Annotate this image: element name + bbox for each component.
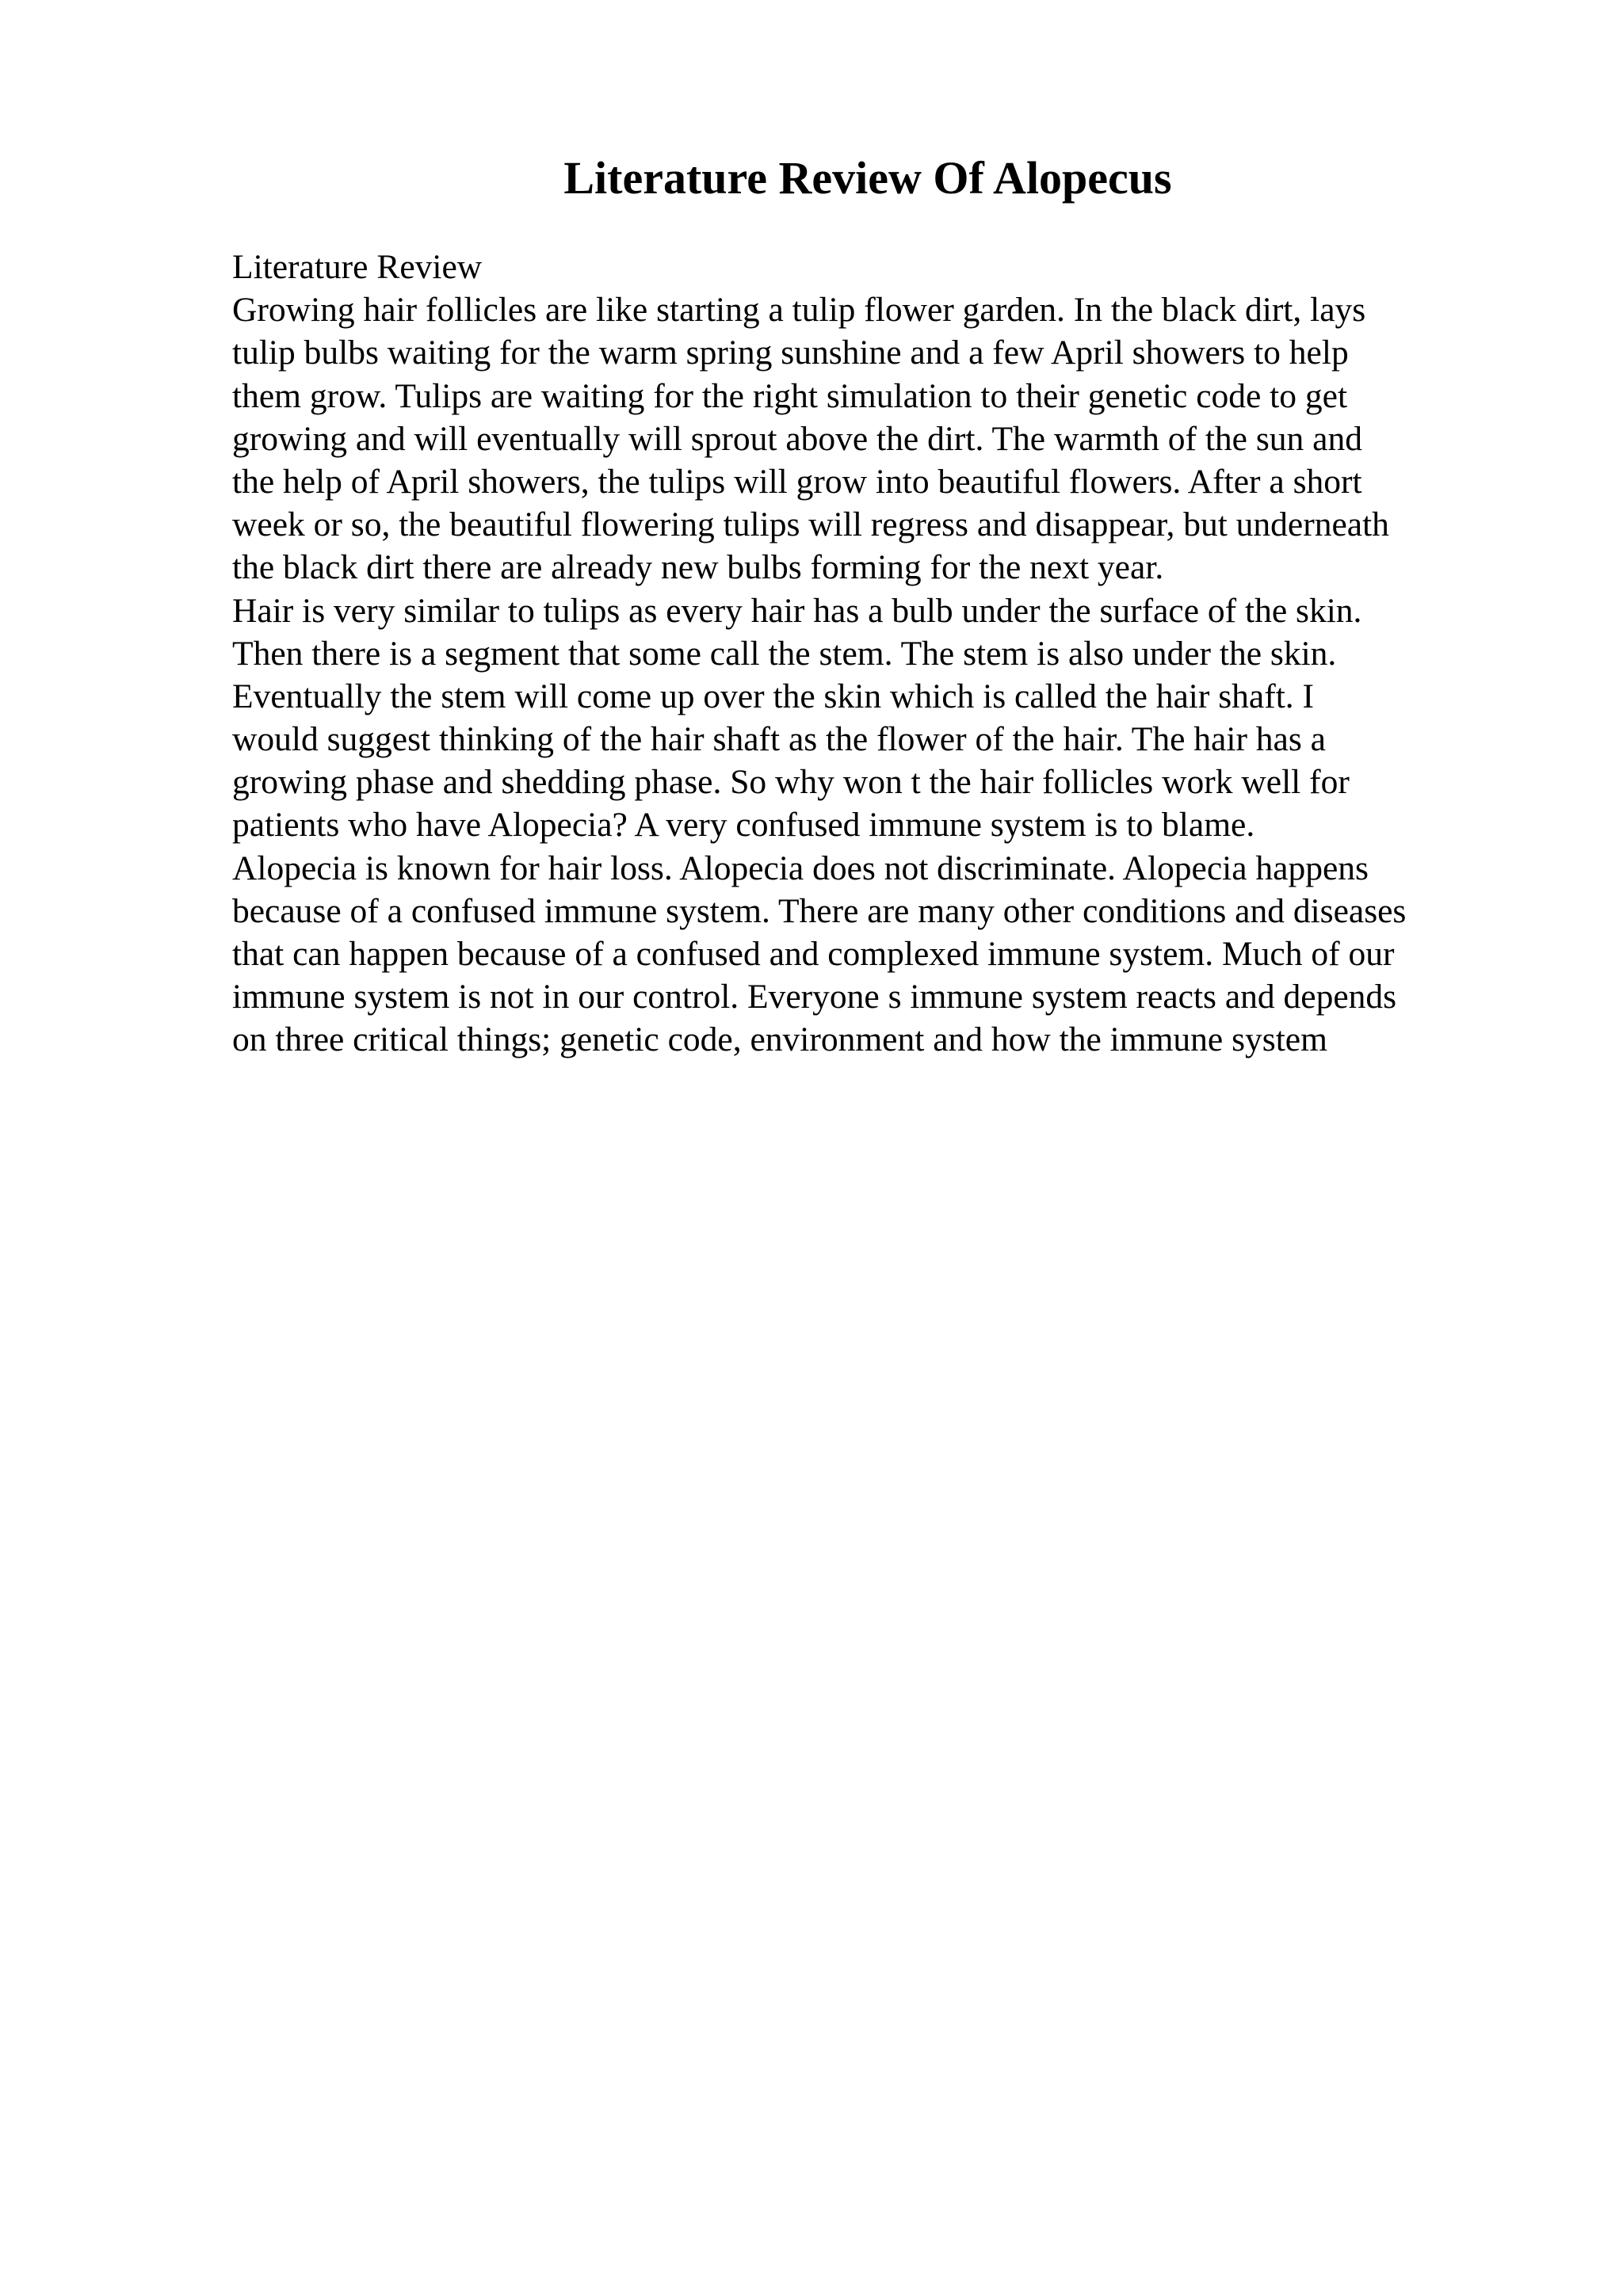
body-line: tulip bulbs waiting for the warm spring sunshine and a few April showers to help (232, 334, 1349, 372)
body-line: patients who have Alopecia? A very confused immune system is to blame. (232, 806, 1255, 845)
body-line: Eventually the stem will come up over the skin which is called the hair shaft. I (232, 677, 1315, 715)
body-line: the help of April showers, the tulips will grow into beautiful flowers. After a short (232, 462, 1362, 501)
body-line: Alopecia is known for hair loss. Alopecia does not discriminate. Alopecia happens (232, 849, 1369, 887)
body-line: that can happen because of a confused and complexed immune system. Much of our (232, 935, 1395, 973)
body-line-heading: Literature Review (232, 248, 483, 286)
body-line: growing phase and shedding phase. So why won t the hair follicles work well for (232, 763, 1350, 802)
body-line: growing and will eventually will sprout above the dirt. The warmth of the sun and (232, 419, 1362, 458)
body-line: on three critical things; genetic code, environment and how the immune system (232, 1020, 1327, 1059)
body-line: would suggest thinking of the hair shaft as the flower of the hair. The hair has a (232, 720, 1326, 759)
document-body (232, 246, 1579, 1062)
body-line: immune system is not in our control. Everyone s immune system reacts and depends (232, 978, 1397, 1016)
body-line: week or so, the beautiful flowering tulips will regress and disappear, but underneath (232, 505, 1389, 544)
body-line: Then there is a segment that some call the stem. The stem is also under the skin. (232, 634, 1337, 673)
body-line: Growing hair follicles are like starting a tulip flower garden. In the black dirt, lays (232, 291, 1366, 330)
body-line: Hair is very similar to tulips as every hair has a bulb under the surface of the skin. (232, 591, 1362, 630)
body-line: them grow. Tulips are waiting for the right simulation to their genetic code to get (232, 376, 1348, 415)
document-title: Literature Review Of Alopecus (563, 152, 1172, 204)
body-line: the black dirt there are already new bulbs forming for the next year. (232, 548, 1164, 587)
body-line: because of a confused immune system. There are many other conditions and diseases (232, 891, 1407, 930)
